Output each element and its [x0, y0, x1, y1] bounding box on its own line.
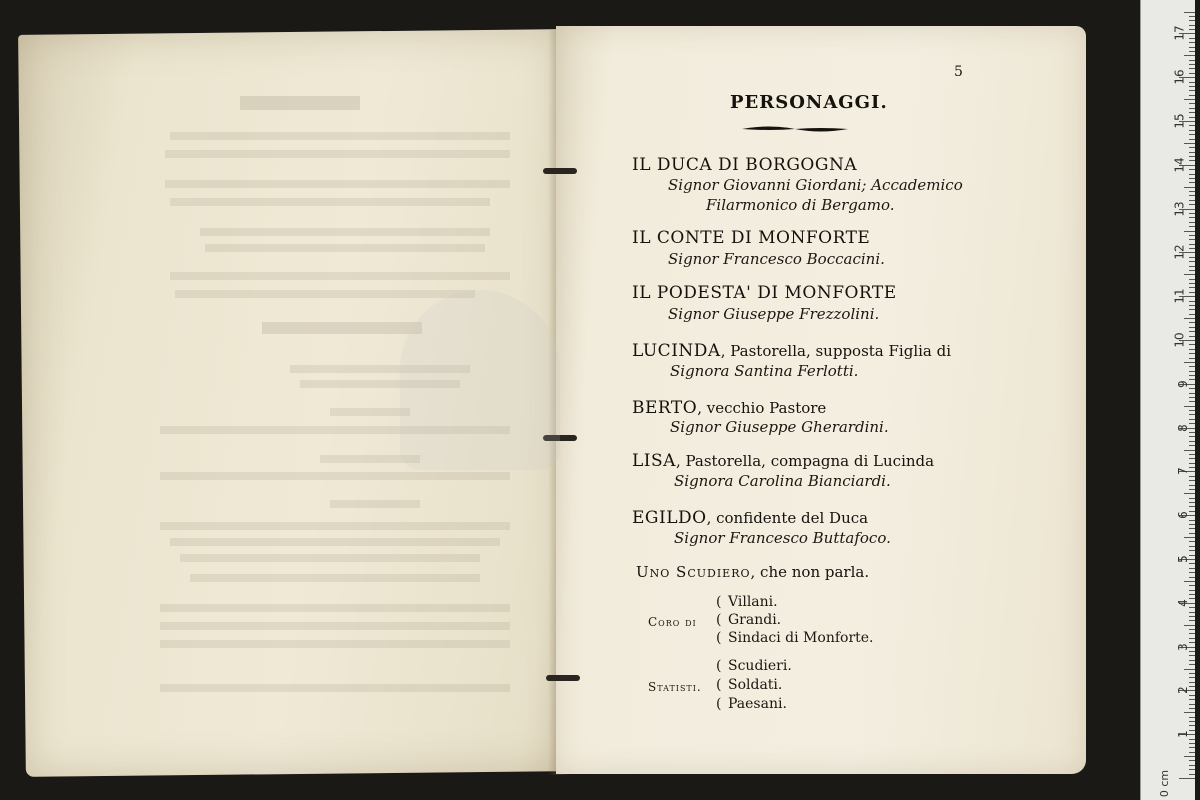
- ruler-tick: [1189, 222, 1195, 223]
- ruler-tick: [1189, 174, 1195, 175]
- ruler-tick: [1189, 594, 1195, 595]
- ruler-tick: [1189, 419, 1195, 420]
- singer-name: Signor Giovanni Giordani; Accademico: [668, 176, 963, 194]
- ruler-tick: [1189, 717, 1195, 718]
- ruler-tick: [1189, 301, 1195, 302]
- ruler-tick: [1189, 178, 1195, 179]
- ruler-tick: [1189, 60, 1195, 61]
- ruler-tick: [1189, 397, 1195, 398]
- ruler-tick: [1184, 493, 1195, 494]
- ruler-unit-label: 0 cm: [1158, 769, 1172, 798]
- singer-name: Signor Francesco Buttafoco.: [674, 529, 891, 547]
- singer-name: Signor Giuseppe Frezzolini.: [668, 305, 880, 323]
- ruler-number: 11: [1172, 288, 1187, 304]
- ruler-tick: [1189, 642, 1195, 643]
- ruler-tick: [1184, 231, 1195, 232]
- ruler-tick: [1189, 266, 1195, 267]
- ruler-number: 5: [1176, 555, 1191, 563]
- ruler-tick: [1189, 577, 1195, 578]
- ruler-tick: [1189, 156, 1195, 157]
- ruler-tick: [1189, 598, 1195, 599]
- ruler-tick: [1189, 708, 1195, 709]
- ruler-number: 4: [1176, 598, 1191, 607]
- ruler-number: 6: [1176, 511, 1191, 520]
- ruler-number: 17: [1172, 25, 1187, 42]
- ruler-tick: [1189, 590, 1195, 591]
- coro-item: ( Grandi.: [716, 612, 782, 628]
- ruler-tick: [1189, 204, 1195, 205]
- page-title: PERSONAGGI.: [730, 92, 888, 113]
- ruler-tick: [1189, 423, 1195, 424]
- ruler-tick: [1189, 651, 1195, 652]
- ruler-tick: [1189, 51, 1195, 52]
- ruler-tick: [1189, 550, 1195, 551]
- ruler-tick: [1189, 292, 1195, 293]
- ruler-tick: [1184, 55, 1195, 56]
- ruler-tick: [1189, 638, 1195, 639]
- ruler-tick: [1189, 607, 1195, 608]
- role-description: , Pastorella, compagna di Lucinda: [675, 452, 935, 470]
- measurement-ruler: [1140, 0, 1195, 800]
- ruler-tick: [1189, 25, 1195, 26]
- ruler-tick: [1189, 68, 1195, 69]
- ruler-tick: [1189, 568, 1195, 569]
- statisti-item: ( Scudieri.: [716, 658, 792, 674]
- statisti-item: ( Paesani.: [716, 696, 787, 712]
- ruler-tick: [1189, 353, 1195, 354]
- ruler-tick: [1189, 112, 1195, 113]
- role-description: , che non parla.: [750, 563, 870, 581]
- coro-item: ( Villani.: [716, 594, 778, 610]
- ruler-tick: [1189, 139, 1195, 140]
- ruler-tick: [1189, 739, 1195, 740]
- ruler-number: 8: [1176, 423, 1191, 432]
- role-entry: [632, 451, 934, 471]
- ruler-tick: [1189, 458, 1195, 459]
- ruler-tick: [1184, 669, 1195, 670]
- ruler-tick: [1189, 314, 1195, 315]
- ruler-tick: [1189, 235, 1195, 236]
- ruler-tick: [1189, 541, 1195, 542]
- ruler-tick: [1189, 725, 1195, 726]
- ruler-tick: [1189, 279, 1195, 280]
- ruler-number: 14: [1172, 157, 1187, 173]
- role-entry: [632, 155, 857, 175]
- ruler-tick: [1189, 467, 1195, 468]
- ruler-tick: [1189, 677, 1195, 678]
- ruler-tick: [1189, 103, 1195, 104]
- role-description: , vecchio Pastore: [697, 399, 827, 417]
- ruler-tick: [1189, 160, 1195, 161]
- ruler-tick: [1189, 169, 1195, 170]
- ruler-tick: [1189, 546, 1195, 547]
- ruler-tick: [1184, 143, 1195, 144]
- ruler-tick: [1189, 686, 1195, 687]
- ruler-tick: [1184, 187, 1195, 188]
- role-entry: [632, 341, 951, 361]
- role-name: LISA: [632, 451, 676, 471]
- ruler-tick: [1189, 664, 1195, 665]
- role-description: , confidente del Duca: [706, 509, 869, 527]
- ruler-tick: [1189, 90, 1195, 91]
- ruler-tick: [1189, 38, 1195, 39]
- ruler-tick: [1179, 778, 1195, 779]
- ruler-tick: [1189, 366, 1195, 367]
- ruler-tick: [1189, 533, 1195, 534]
- ruler-tick: [1189, 585, 1195, 586]
- ruler-number: 1: [1176, 730, 1191, 739]
- ruler-tick: [1189, 82, 1195, 83]
- binding-stitch: [543, 168, 577, 174]
- role-entry: [632, 228, 870, 248]
- ruler-tick: [1189, 393, 1195, 394]
- ruler-tick: [1189, 502, 1195, 503]
- ruler-number: 9: [1176, 379, 1191, 388]
- ruler-tick: [1184, 318, 1195, 319]
- ruler-tick: [1189, 322, 1195, 323]
- ruler-tick: [1189, 454, 1195, 455]
- ruler-tick: [1189, 182, 1195, 183]
- role-description: , Pastorella, supposta Figlia di: [720, 342, 952, 360]
- ruler-tick: [1189, 358, 1195, 359]
- ruler-tick: [1189, 213, 1195, 214]
- coro-item: ( Sindaci di Monforte.: [716, 630, 874, 646]
- ruler-tick: [1189, 401, 1195, 402]
- ruler-tick: [1189, 86, 1195, 87]
- ruler-tick: [1189, 414, 1195, 415]
- ruler-tick: [1184, 756, 1195, 757]
- ruler-tick: [1189, 270, 1195, 271]
- ruler-tick: [1189, 747, 1195, 748]
- ruler-tick: [1189, 16, 1195, 17]
- ruler-tick: [1189, 752, 1195, 753]
- ruler-tick: [1189, 441, 1195, 442]
- ruler-tick: [1184, 274, 1195, 275]
- ruler-tick: [1189, 117, 1195, 118]
- ruler-tick: [1189, 410, 1195, 411]
- statisti-label: Statisti.: [648, 680, 702, 694]
- ruler-tick: [1189, 436, 1195, 437]
- role-entry: [632, 508, 868, 528]
- ruler-number: 13: [1172, 200, 1187, 217]
- role-name: Uno Scudiero: [636, 563, 751, 581]
- role-name: IL PODESTA' DI MONFORTE: [632, 283, 897, 303]
- coro-label: Coro di: [648, 615, 697, 629]
- role-entry: [632, 398, 826, 418]
- ruler-tick: [1189, 239, 1195, 240]
- ruler-tick: [1189, 445, 1195, 446]
- role-entry: [632, 283, 897, 303]
- ruler-tick: [1189, 191, 1195, 192]
- ruler-tick: [1184, 537, 1195, 538]
- role-name: IL CONTE DI MONFORTE: [632, 228, 871, 248]
- ruler-tick: [1189, 331, 1195, 332]
- ruler-number: 2: [1176, 686, 1191, 695]
- ruler-number: 16: [1172, 69, 1187, 85]
- ruler-tick: [1189, 257, 1195, 258]
- ruler-tick: [1184, 581, 1195, 582]
- ruler-tick: [1189, 655, 1195, 656]
- ruler-tick: [1189, 64, 1195, 65]
- ruler-tick: [1189, 349, 1195, 350]
- ruler-tick: [1189, 29, 1195, 30]
- ruler-tick: [1189, 147, 1195, 148]
- ruler-tick: [1189, 480, 1195, 481]
- ruler-tick: [1189, 660, 1195, 661]
- ruler-tick: [1184, 450, 1195, 451]
- ruler-tick: [1189, 463, 1195, 464]
- ruler-number: 7: [1176, 467, 1191, 476]
- ruler-tick: [1189, 620, 1195, 621]
- ruler-tick: [1189, 336, 1195, 337]
- ruler-tick: [1189, 134, 1195, 135]
- role-name: LUCINDA: [632, 341, 721, 361]
- ruler-tick: [1189, 375, 1195, 376]
- ruler-tick: [1189, 195, 1195, 196]
- ruler-tick: [1189, 47, 1195, 48]
- ruler-tick: [1189, 511, 1195, 512]
- ruler-tick: [1189, 616, 1195, 617]
- ruler-tick: [1189, 760, 1195, 761]
- title-flourish-ornament: [740, 124, 850, 134]
- ruler-tick: [1189, 524, 1195, 525]
- ruler-tick: [1189, 309, 1195, 310]
- ruler-tick: [1189, 774, 1195, 775]
- ruler-tick: [1189, 432, 1195, 433]
- ruler-number: 10: [1172, 332, 1187, 348]
- ruler-tick: [1189, 498, 1195, 499]
- singer-name: Signora Santina Ferlotti.: [670, 362, 859, 380]
- binding-stitch: [546, 675, 580, 681]
- ruler-tick: [1189, 506, 1195, 507]
- ruler-tick: [1189, 673, 1195, 674]
- ruler-tick: [1189, 248, 1195, 249]
- ruler-tick: [1189, 721, 1195, 722]
- ruler-tick: [1189, 682, 1195, 683]
- ruler-number: 15: [1172, 113, 1187, 129]
- ruler-tick: [1189, 699, 1195, 700]
- ruler-tick: [1189, 217, 1195, 218]
- ruler-tick: [1189, 563, 1195, 564]
- ruler-tick: [1189, 572, 1195, 573]
- ruler-tick: [1189, 765, 1195, 766]
- ruler-tick: [1189, 520, 1195, 521]
- ruler-number: 3: [1176, 642, 1191, 651]
- ruler-tick: [1189, 152, 1195, 153]
- ruler-tick: [1189, 42, 1195, 43]
- ruler-tick: [1184, 362, 1195, 363]
- singer-name: Signor Francesco Boccacini.: [668, 250, 885, 268]
- ruler-tick: [1189, 305, 1195, 306]
- role-name: EGILDO: [632, 508, 707, 528]
- ruler-tick: [1189, 695, 1195, 696]
- ruler-tick: [1189, 704, 1195, 705]
- statisti-item: ( Soldati.: [716, 677, 783, 693]
- ruler-tick: [1189, 95, 1195, 96]
- ruler-tick: [1184, 99, 1195, 100]
- ruler-tick: [1189, 344, 1195, 345]
- ruler-tick: [1189, 371, 1195, 372]
- ruler-tick: [1189, 730, 1195, 731]
- ruler-tick: [1189, 130, 1195, 131]
- ruler-tick: [1189, 528, 1195, 529]
- role-name: BERTO: [632, 398, 698, 418]
- ruler-tick: [1189, 327, 1195, 328]
- ruler-tick: [1189, 200, 1195, 201]
- ruler-tick: [1189, 489, 1195, 490]
- ruler-tick: [1189, 261, 1195, 262]
- ruler-tick: [1189, 226, 1195, 227]
- singer-name: Filarmonico di Bergamo.: [706, 196, 895, 214]
- ruler-tick: [1189, 769, 1195, 770]
- ruler-tick: [1189, 125, 1195, 126]
- museum-watermark: [400, 290, 560, 470]
- ruler-tick: [1184, 625, 1195, 626]
- singer-name: Signor Giuseppe Gherardini.: [670, 418, 889, 436]
- ruler-tick: [1189, 108, 1195, 109]
- ruler-tick: [1189, 485, 1195, 486]
- ruler-tick: [1189, 73, 1195, 74]
- ruler-tick: [1189, 743, 1195, 744]
- ruler-tick: [1189, 244, 1195, 245]
- ruler-tick: [1189, 287, 1195, 288]
- ruler-tick: [1184, 12, 1195, 13]
- ruler-tick: [1184, 406, 1195, 407]
- ruler-number: 12: [1172, 244, 1187, 261]
- ruler-tick: [1189, 612, 1195, 613]
- ruler-tick: [1189, 476, 1195, 477]
- role-name: IL DUCA DI BORGOGNA: [632, 155, 858, 175]
- ruler-tick: [1189, 283, 1195, 284]
- scudiero-entry: [636, 563, 869, 581]
- ruler-tick: [1189, 555, 1195, 556]
- singer-name: Signora Carolina Bianciardi.: [674, 472, 891, 490]
- ruler-tick: [1189, 20, 1195, 21]
- ruler-tick: [1184, 712, 1195, 713]
- page-number: 5: [954, 64, 963, 80]
- ruler-tick: [1189, 388, 1195, 389]
- ruler-tick: [1189, 379, 1195, 380]
- ruler-tick: [1189, 629, 1195, 630]
- ruler-tick: [1189, 633, 1195, 634]
